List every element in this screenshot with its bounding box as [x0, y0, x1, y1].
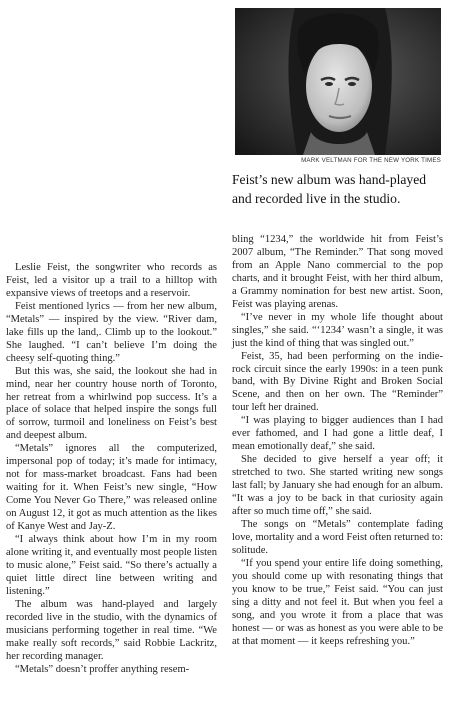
article-paragraph: “If you spend your entire life doing something, you should come up with resonating things that you know to be true,” Feist said. “You can just sing a ditty and not feel it. But when you feel a song, and you wrote it from a place that was honest — or was as honest as you were able to be at that moment — it keeps refreshing you.”: [232, 557, 443, 647]
article-paragraph: “Metals” ignores all the computerized, impersonal pop of today; it’s made for intimacy, not for mass-market broadcast. Fans had been waiting for it. When Feist’s new single, “How Come You Never Go There,” was released online on August 12, it got as much attention as the likes of Kanye West and Jay-Z.: [6, 443, 217, 533]
article-paragraph: She decided to give herself a year off; it stretched to two. She started writing new songs last fall; by January she had enough for an album. “It was a joy to be back in that curiosity again after so much time off,” she said.: [232, 454, 443, 518]
photo-caption: Feist’s new album was hand-played and recorded live in the studio.: [232, 172, 427, 206]
article-paragraph: Feist mentioned lyrics — from her new album, “Metals” — inspired by the view. “River dam, lake fills up the land,. Climb up to the lookout.” She laughed. “I can’t believe I’m doing the cheesy self-quoting thing.”: [6, 300, 217, 364]
photo-credit: MARK VELTMAN FOR THE NEW YORK TIMES: [301, 157, 441, 164]
article-paragraph: Leslie Feist, the songwriter who records as Feist, led a visitor up a trail to a hilltop with expansive views of treetops and a reservoir.: [6, 262, 217, 299]
article-paragraph: “I was playing to bigger audiences than I had ever fathomed, and I had gone a little deaf, I mean emotionally deaf,” she said.: [232, 415, 443, 453]
article-paragraph: “I’ve never in my whole life thought about singles,” she said. “‘1234’ wasn’t a single, it was just the kind of thing that was singled out.”: [232, 311, 443, 349]
article-paragraph: The album was hand-played and largely recorded live in the studio, with the dynamics of musicians performing together in real time. “We make really soft records,” said Robbie Lackritz, her recording manager.: [6, 598, 217, 662]
article-column-right: [232, 234, 443, 649]
article-paragraph: Feist, 35, had been performing on the indie-rock circuit since the early 1990s: in a teen punk band, with By Divine Right and Broken Social Scene, and then on her own. The “Reminder” tour left her drained.: [232, 350, 443, 414]
article-paragraph: “Metals” doesn’t proffer anything resem-: [15, 663, 190, 675]
article-column-left: [6, 262, 217, 677]
portrait-image: [235, 8, 441, 155]
article-paragraph: bling “1234,” the worldwide hit from Feist’s 2007 album, “The Reminder.” That song moved from an Apple Nano commercial to the pop charts, and it brought Feist, with her third album, a Grammy nomination for best new artist. Soon, Feist was playing arenas.: [232, 234, 443, 310]
article-paragraph: The songs on “Metals” contemplate fading love, mortality and a word Feist often returned to: solitude.: [232, 518, 443, 556]
article-paragraph: But this was, she said, the lookout she had in mind, near her country house north of Toronto, her retreat from a whirlwind pop success. It’s a place of solace that helped inspire the songs full of sorrow, turmoil and loneliness on Feist’s best and deepest album.: [6, 365, 217, 442]
portrait-photo: [235, 8, 441, 155]
article-paragraph: “I always think about how I’m in my room alone writing it, and eventually most people listen to music alone,” Feist said. “So there’s actually a quiet little direct line between writing and listening.”: [6, 534, 217, 597]
